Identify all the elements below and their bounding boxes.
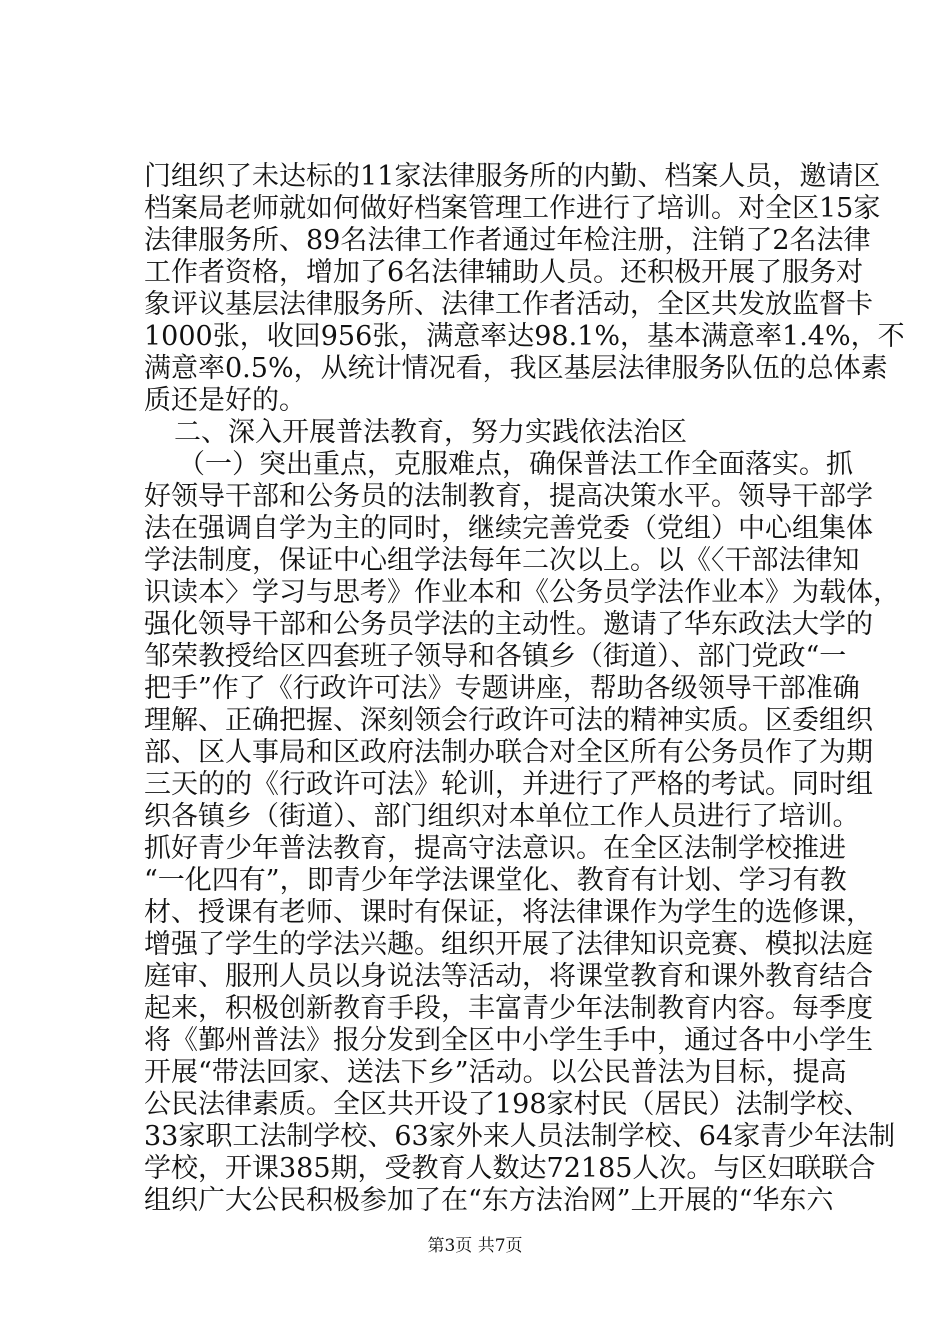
body-text-line: 学法制度，保证中心组学法每年二次以上。以《〈干部法律知 (144, 545, 860, 576)
body-text-line: 质还是好的。 (144, 385, 306, 416)
body-text-line: 法在强调自学为主的同时，继续完善党委（党组）中心组集体 (144, 513, 873, 544)
body-text-line: 强化领导干部和公务员学法的主动性。邀请了华东政法大学的 (144, 609, 873, 640)
body-text-line: 档案局老师就如何做好档案管理工作进行了培训。对全区15家 (144, 193, 881, 224)
body-text-line: 好领导干部和公务员的法制教育，提高决策水平。领导干部学 (144, 481, 873, 512)
body-text-line: 庭审、服刑人员以身说法等活动，将课堂教育和课外教育结合 (144, 961, 873, 992)
body-text-line: 邹荣教授给区四套班子领导和各镇乡（街道）、部门党政“一 (144, 641, 847, 672)
body-text-line: 门组织了未达标的11家法律服务所的内勤、档案人员，邀请区 (144, 161, 881, 192)
body-text-line: 学校，开课385期，受教育人数达72185人次。与区妇联联合 (144, 1153, 876, 1184)
body-text-line: 三天的的《行政许可法》轮训，并进行了严格的考试。同时组 (144, 769, 873, 800)
body-text-line: 公民法律素质。全区共开设了198家村民（居民）法制学校、 (144, 1089, 871, 1120)
body-text-line: 法律服务所、89名法律工作者通过年检注册，注销了2名法律 (144, 225, 871, 256)
body-text-line: 33家职工法制学校、63家外来人员法制学校、64家青少年法制 (144, 1121, 896, 1152)
body-text-line: 增强了学生的学法兴趣。组织开展了法律知识竞赛、模拟法庭 (144, 929, 873, 960)
section-heading: 二、深入开展普法教育，努力实践依法治区 (174, 417, 687, 448)
body-text-line: 材、授课有老师、课时有保证，将法律课作为学生的选修课， (144, 897, 873, 928)
paragraph-first-line: （一）突出重点，克服难点，确保普法工作全面落实。抓 (178, 449, 853, 480)
body-text-line: 识读本〉学习与思考》作业本和《公务员学法作业本》为载体， (144, 577, 900, 608)
body-text-line: 把手”作了《行政许可法》专题讲座，帮助各级领导干部准确 (144, 673, 860, 704)
body-text-line: 织各镇乡（街道）、部门组织对本单位工作人员进行了培训。 (144, 801, 860, 832)
body-text-line: “一化四有”，即青少年学法课堂化、教育有计划、学习有教 (144, 865, 847, 896)
body-text-line: 起来，积极创新教育手段，丰富青少年法制教育内容。每季度 (144, 993, 873, 1024)
body-text-line: 工作者资格，增加了6名法律辅助人员。还积极开展了服务对 (144, 257, 864, 288)
body-text-line: 抓好青少年普法教育，提高守法意识。在全区法制学校推进 (144, 833, 846, 864)
body-text-line: 满意率0.5%，从统计情况看，我区基层法律服务队伍的总体素 (144, 353, 888, 384)
body-text-line: 理解、正确把握、深刻领会行政许可法的精神实质。区委组织 (144, 705, 873, 736)
page-footer: 第3页 共7页 (427, 1236, 523, 1256)
body-text-line: 组织广大公民积极参加了在“东方法治网”上开展的“华东六 (144, 1185, 834, 1216)
body-text-line: 开展“带法回家、送法下乡”活动。以公民普法为目标，提高 (144, 1057, 847, 1088)
body-text-line: 部、区人事局和区政府法制办联合对全区所有公务员作了为期 (144, 737, 873, 768)
body-text-line: 象评议基层法律服务所、法律工作者活动，全区共发放监督卡 (144, 289, 873, 320)
body-text-line: 1000张，收回956张，满意率达98.1%，基本满意率1.4%，不 (144, 321, 905, 352)
body-text-line: 将《鄞州普法》报分发到全区中小学生手中，通过各中小学生 (144, 1025, 873, 1056)
